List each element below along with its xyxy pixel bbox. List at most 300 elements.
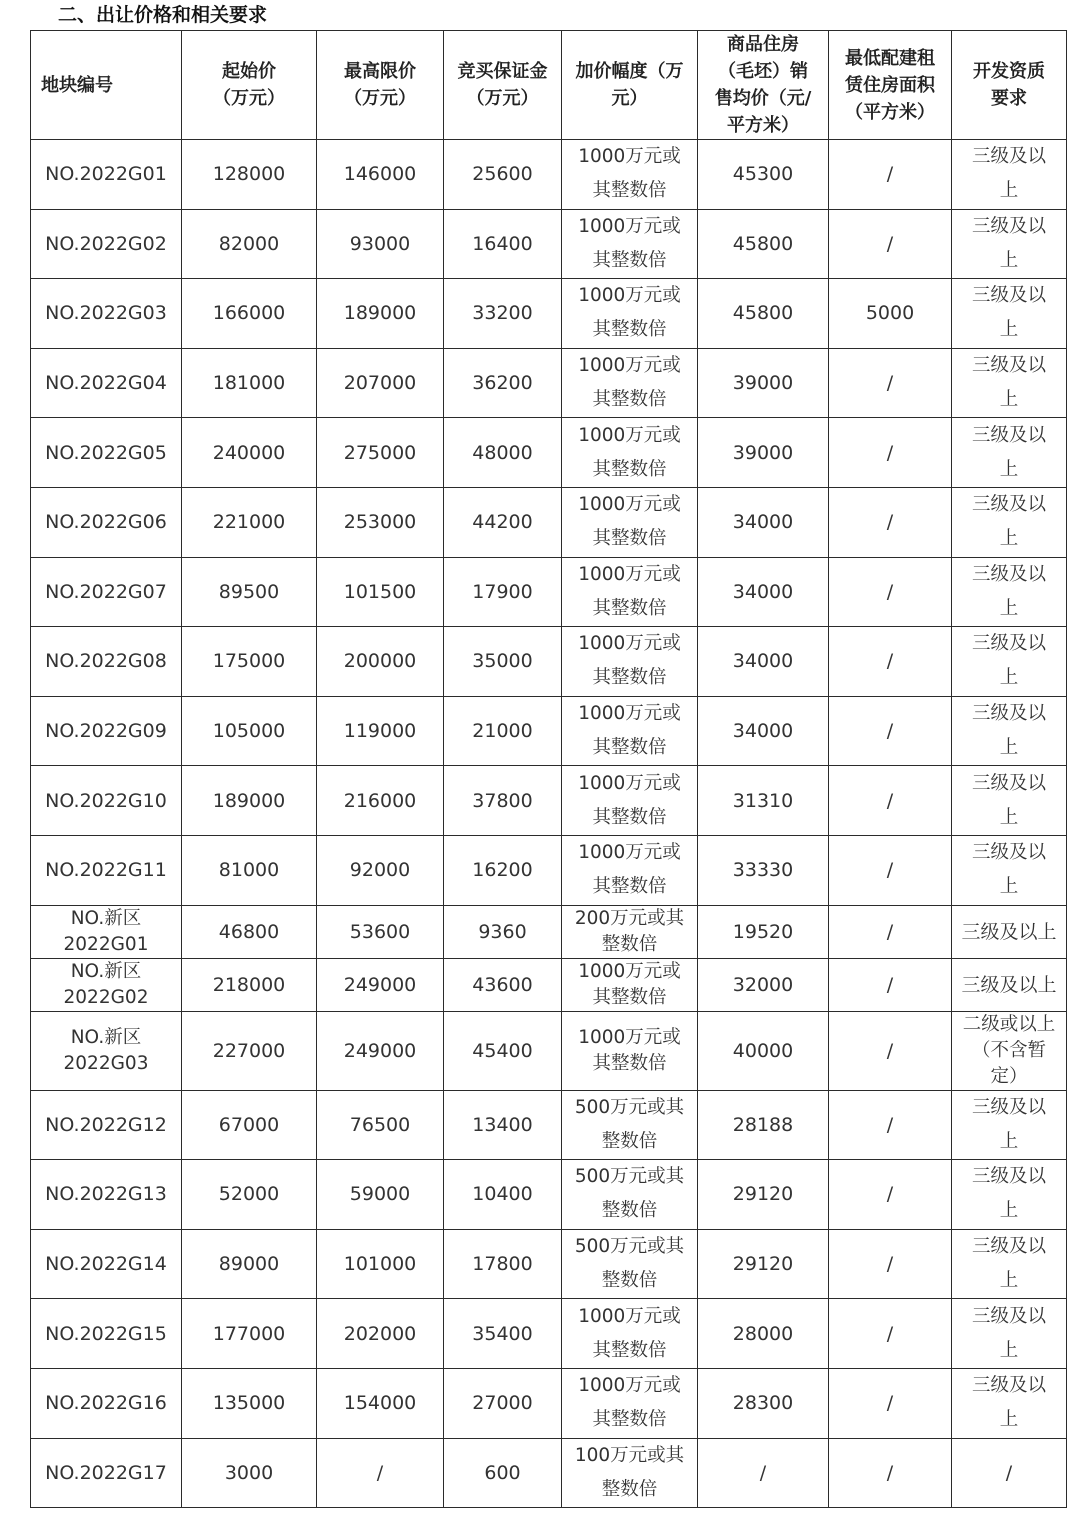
- cell-rental-area-text: /: [886, 1461, 894, 1484]
- cell-start-price-text: 227000: [212, 1039, 286, 1062]
- cell-deposit: [444, 1160, 562, 1230]
- cell-parcel-id-text: NO.2022G05: [45, 441, 167, 464]
- cell-start-price-text: 67000: [218, 1113, 280, 1136]
- cell-increment-text: 100万元或其 整数倍: [574, 1444, 685, 1500]
- table-row: [31, 1299, 1067, 1369]
- cell-max-price: [317, 766, 444, 836]
- cell-deposit-text: 35000: [472, 650, 533, 673]
- cell-qualification-text: 三级及以 上: [971, 1375, 1046, 1431]
- cell-max-price-text: 202000: [343, 1322, 417, 1345]
- cell-deposit: [444, 557, 562, 627]
- cell-increment: [562, 627, 698, 697]
- cell-parcel-id: [31, 1160, 182, 1230]
- cell-rental-area-text: /: [886, 789, 894, 812]
- cell-parcel-id-text: NO.新区 2022G03: [63, 1026, 149, 1074]
- cell-avg-price: [698, 279, 829, 349]
- cell-parcel-id-text: NO.新区 2022G02: [63, 960, 149, 1008]
- cell-increment-text: 1000万元或 其整数倍: [578, 703, 681, 759]
- cell-start-price: [182, 348, 317, 418]
- cell-increment: [562, 1011, 698, 1090]
- cell-increment: [562, 1299, 698, 1369]
- cell-increment: [562, 905, 698, 958]
- cell-qualification-text: 三级及以上: [961, 973, 1057, 996]
- cell-qualification: [952, 487, 1067, 557]
- cell-deposit: [444, 958, 562, 1011]
- cell-start-price-text: 135000: [212, 1392, 286, 1415]
- cell-max-price-text: 216000: [343, 789, 417, 812]
- cell-parcel-id: [31, 557, 182, 627]
- cell-avg-price: [698, 1229, 829, 1299]
- cell-max-price-text: 189000: [343, 302, 417, 325]
- cell-avg-price-text: 34000: [732, 580, 794, 603]
- cell-avg-price-text: 45800: [732, 232, 794, 255]
- cell-max-price-text: 76500: [349, 1113, 411, 1136]
- table-row: [31, 905, 1067, 958]
- cell-parcel-id-text: NO.2022G07: [45, 580, 167, 603]
- cell-increment-text: 1000万元或 其整数倍: [578, 1026, 681, 1074]
- cell-parcel-id-text: NO.2022G10: [45, 789, 167, 812]
- cell-parcel-id-text: NO.2022G12: [45, 1113, 167, 1136]
- cell-start-price-text: 89500: [218, 580, 280, 603]
- cell-rental-area-text: /: [886, 372, 894, 395]
- cell-increment-text: 1000万元或 其整数倍: [578, 772, 681, 828]
- cell-parcel-id: [31, 905, 182, 958]
- cell-deposit-text: 48000: [472, 441, 533, 464]
- cell-qualification: [952, 1090, 1067, 1160]
- cell-qualification: [952, 557, 1067, 627]
- cell-increment: [562, 418, 698, 488]
- cell-rental-area-text: /: [886, 920, 894, 943]
- cell-rental-area: [829, 905, 952, 958]
- cell-rental-area: [829, 835, 952, 905]
- cell-parcel-id-text: NO.2022G03: [45, 302, 167, 325]
- cell-deposit: [444, 1229, 562, 1299]
- cell-increment: [562, 557, 698, 627]
- cell-deposit: [444, 1090, 562, 1160]
- table-row: [31, 627, 1067, 697]
- cell-increment-text: 500万元或其 整数倍: [574, 1236, 685, 1292]
- cell-start-price: [182, 766, 317, 836]
- table-row: [31, 835, 1067, 905]
- cell-deposit: [444, 1438, 562, 1508]
- cell-qualification-text: 三级及以 上: [971, 355, 1046, 411]
- cell-avg-price: [698, 958, 829, 1011]
- table-row: [31, 140, 1067, 210]
- cell-qualification: [952, 766, 1067, 836]
- cell-avg-price-text: /: [759, 1461, 767, 1484]
- cell-avg-price-text: 39000: [732, 441, 794, 464]
- cell-avg-price: [698, 418, 829, 488]
- cell-rental-area-text: /: [886, 1392, 894, 1415]
- cell-start-price-text: 89000: [218, 1253, 280, 1276]
- cell-start-price: [182, 1090, 317, 1160]
- cell-max-price: [317, 627, 444, 697]
- cell-avg-price-text: 28188: [732, 1113, 794, 1136]
- cell-avg-price-text: 45800: [732, 302, 794, 325]
- cell-start-price-text: 240000: [212, 441, 286, 464]
- cell-parcel-id: [31, 958, 182, 1011]
- cell-start-price-text: 81000: [218, 859, 280, 882]
- cell-increment-text: 1000万元或 其整数倍: [578, 633, 681, 689]
- cell-deposit: [444, 140, 562, 210]
- cell-max-price: [317, 487, 444, 557]
- cell-qualification: [952, 1368, 1067, 1438]
- cell-max-price: [317, 279, 444, 349]
- cell-qualification: [952, 418, 1067, 488]
- cell-max-price-text: 93000: [349, 232, 411, 255]
- cell-start-price: [182, 696, 317, 766]
- cell-increment-text: 200万元或其 整数倍: [574, 907, 685, 955]
- cell-parcel-id: [31, 348, 182, 418]
- table-body: [31, 140, 1067, 1508]
- cell-max-price: [317, 557, 444, 627]
- cell-start-price-text: 3000: [224, 1461, 274, 1484]
- cell-increment: [562, 766, 698, 836]
- table-row: [31, 487, 1067, 557]
- cell-qualification-text: 三级及以 上: [971, 424, 1046, 480]
- cell-increment-text: 500万元或其 整数倍: [574, 1096, 685, 1152]
- cell-parcel-id-text: NO.2022G02: [45, 232, 167, 255]
- cell-rental-area-text: /: [886, 650, 894, 673]
- cell-parcel-id: [31, 1368, 182, 1438]
- cell-start-price: [182, 209, 317, 279]
- cell-qualification-text: 三级及以 上: [971, 494, 1046, 550]
- cell-parcel-id: [31, 209, 182, 279]
- cell-rental-area: [829, 1229, 952, 1299]
- cell-qualification-text: 三级及以 上: [971, 563, 1046, 619]
- cell-avg-price: [698, 766, 829, 836]
- cell-max-price: [317, 209, 444, 279]
- cell-rental-area: [829, 958, 952, 1011]
- cell-rental-area-text: /: [886, 1113, 894, 1136]
- cell-parcel-id: [31, 487, 182, 557]
- cell-max-price-text: 59000: [349, 1183, 411, 1206]
- land-price-table: [30, 30, 1067, 1508]
- cell-deposit: [444, 209, 562, 279]
- cell-parcel-id: [31, 279, 182, 349]
- cell-start-price-text: 189000: [212, 789, 286, 812]
- table-row: [31, 1011, 1067, 1090]
- cell-deposit-text: 600: [484, 1461, 521, 1484]
- cell-avg-price-text: 19520: [732, 920, 794, 943]
- cell-avg-price: [698, 1160, 829, 1230]
- cell-max-price-text: 119000: [343, 720, 417, 743]
- cell-qualification-text: 三级及以 上: [971, 633, 1046, 689]
- cell-increment-text: 1000万元或 其整数倍: [578, 960, 681, 1008]
- cell-max-price-text: 249000: [343, 973, 417, 996]
- cell-deposit-text: 35400: [472, 1322, 533, 1345]
- cell-qualification: [952, 140, 1067, 210]
- table-header-row: [31, 31, 1067, 140]
- cell-qualification: [952, 279, 1067, 349]
- cell-avg-price-text: 28000: [732, 1322, 794, 1345]
- cell-max-price: [317, 905, 444, 958]
- cell-rental-area-text: /: [886, 163, 894, 186]
- cell-start-price-text: 82000: [218, 232, 280, 255]
- cell-parcel-id-text: NO.2022G17: [45, 1461, 167, 1484]
- header-cell-start-price: 起始价 （万元）: [182, 31, 317, 140]
- cell-max-price-text: /: [376, 1461, 384, 1484]
- cell-increment-text: 1000万元或 其整数倍: [578, 215, 681, 271]
- header-cell-avg-price: 商品住房 （毛坯）销 售均价（元/ 平方米）: [698, 31, 829, 140]
- cell-increment-text: 1000万元或 其整数倍: [578, 424, 681, 480]
- cell-increment: [562, 696, 698, 766]
- cell-parcel-id: [31, 696, 182, 766]
- cell-avg-price-text: 32000: [732, 973, 794, 996]
- cell-rental-area-text: 5000: [865, 302, 915, 325]
- cell-increment-text: 1000万元或 其整数倍: [578, 1305, 681, 1361]
- cell-avg-price-text: 31310: [732, 789, 794, 812]
- cell-qualification-text: 三级及以 上: [971, 703, 1046, 759]
- table-row: [31, 209, 1067, 279]
- cell-increment-text: 1000万元或 其整数倍: [578, 146, 681, 202]
- cell-deposit-text: 45400: [472, 1039, 533, 1062]
- cell-qualification: [952, 1011, 1067, 1090]
- cell-qualification: [952, 958, 1067, 1011]
- cell-max-price-text: 249000: [343, 1039, 417, 1062]
- cell-max-price: [317, 1299, 444, 1369]
- cell-qualification: [952, 1160, 1067, 1230]
- table-row: [31, 1229, 1067, 1299]
- cell-max-price-text: 92000: [349, 859, 411, 882]
- cell-avg-price-text: 28300: [732, 1392, 794, 1415]
- cell-start-price-text: 175000: [212, 650, 286, 673]
- cell-rental-area: [829, 348, 952, 418]
- cell-qualification-text: 二级或以上 （不含暂 定）: [962, 1013, 1056, 1087]
- cell-avg-price: [698, 1438, 829, 1508]
- cell-increment-text: 1000万元或 其整数倍: [578, 842, 681, 898]
- cell-deposit-text: 16400: [472, 232, 533, 255]
- cell-start-price: [182, 958, 317, 1011]
- cell-rental-area-text: /: [886, 973, 894, 996]
- cell-deposit: [444, 279, 562, 349]
- cell-increment-text: 1000万元或 其整数倍: [578, 563, 681, 619]
- cell-parcel-id: [31, 1090, 182, 1160]
- cell-avg-price: [698, 1368, 829, 1438]
- cell-avg-price: [698, 1011, 829, 1090]
- cell-deposit: [444, 627, 562, 697]
- cell-qualification: [952, 1299, 1067, 1369]
- cell-max-price-text: 207000: [343, 372, 417, 395]
- cell-start-price: [182, 140, 317, 210]
- cell-avg-price: [698, 696, 829, 766]
- cell-increment-text: 1000万元或 其整数倍: [578, 494, 681, 550]
- cell-max-price: [317, 1229, 444, 1299]
- cell-rental-area: [829, 766, 952, 836]
- cell-deposit: [444, 418, 562, 488]
- cell-deposit: [444, 487, 562, 557]
- cell-increment: [562, 348, 698, 418]
- cell-increment-text: 500万元或其 整数倍: [574, 1166, 685, 1222]
- table-row: [31, 1368, 1067, 1438]
- cell-start-price-text: 221000: [212, 511, 286, 534]
- cell-parcel-id: [31, 627, 182, 697]
- cell-avg-price: [698, 905, 829, 958]
- cell-max-price: [317, 1011, 444, 1090]
- cell-start-price: [182, 1229, 317, 1299]
- cell-rental-area-text: /: [886, 232, 894, 255]
- cell-start-price-text: 128000: [212, 163, 286, 186]
- cell-rental-area: [829, 1160, 952, 1230]
- cell-parcel-id-text: NO.2022G06: [45, 511, 167, 534]
- cell-parcel-id-text: NO.2022G13: [45, 1183, 167, 1206]
- cell-parcel-id: [31, 140, 182, 210]
- cell-increment: [562, 1229, 698, 1299]
- cell-rental-area: [829, 627, 952, 697]
- cell-deposit-text: 17900: [472, 580, 533, 603]
- cell-deposit: [444, 835, 562, 905]
- cell-start-price: [182, 835, 317, 905]
- cell-qualification: [952, 696, 1067, 766]
- cell-rental-area-text: /: [886, 1322, 894, 1345]
- cell-avg-price: [698, 835, 829, 905]
- cell-increment: [562, 1160, 698, 1230]
- cell-deposit-text: 9360: [478, 920, 527, 943]
- cell-qualification: [952, 835, 1067, 905]
- cell-avg-price: [698, 557, 829, 627]
- cell-rental-area-text: /: [886, 1183, 894, 1206]
- table-row: [31, 1160, 1067, 1230]
- cell-qualification: [952, 627, 1067, 697]
- cell-rental-area: [829, 418, 952, 488]
- cell-max-price: [317, 835, 444, 905]
- cell-parcel-id: [31, 766, 182, 836]
- cell-max-price: [317, 1090, 444, 1160]
- cell-deposit: [444, 1299, 562, 1369]
- cell-start-price: [182, 1368, 317, 1438]
- cell-parcel-id-text: NO.2022G14: [45, 1253, 167, 1276]
- cell-parcel-id: [31, 835, 182, 905]
- table-row: [31, 958, 1067, 1011]
- cell-parcel-id-text: NO.2022G16: [45, 1392, 167, 1415]
- cell-increment: [562, 958, 698, 1011]
- cell-increment: [562, 835, 698, 905]
- cell-increment: [562, 487, 698, 557]
- cell-start-price: [182, 279, 317, 349]
- cell-avg-price: [698, 627, 829, 697]
- cell-parcel-id-text: NO.2022G11: [45, 859, 167, 882]
- cell-parcel-id: [31, 1229, 182, 1299]
- cell-qualification-text: 三级及以 上: [971, 1096, 1046, 1152]
- cell-start-price: [182, 1299, 317, 1369]
- cell-avg-price: [698, 1090, 829, 1160]
- cell-increment: [562, 1090, 698, 1160]
- cell-avg-price-text: 45300: [732, 163, 794, 186]
- header-cell-deposit: 竞买保证金 （万元）: [444, 31, 562, 140]
- cell-rental-area: [829, 279, 952, 349]
- cell-qualification-text: 三级及以 上: [971, 215, 1046, 271]
- header-cell-qualification: 开发资质 要求: [952, 31, 1067, 140]
- cell-qualification-text: 三级及以上: [961, 920, 1057, 943]
- cell-max-price: [317, 140, 444, 210]
- cell-avg-price-text: 29120: [732, 1253, 794, 1276]
- cell-start-price: [182, 627, 317, 697]
- cell-rental-area-text: /: [886, 441, 894, 464]
- cell-max-price: [317, 418, 444, 488]
- table-row: [31, 348, 1067, 418]
- cell-parcel-id-text: NO.2022G08: [45, 650, 167, 673]
- cell-increment: [562, 1438, 698, 1508]
- cell-rental-area-text: /: [886, 580, 894, 603]
- header-cell-increment: 加价幅度（万 元）: [562, 31, 698, 140]
- cell-rental-area-text: /: [886, 859, 894, 882]
- cell-avg-price-text: 34000: [732, 650, 794, 673]
- cell-parcel-id-text: NO.2022G04: [45, 372, 167, 395]
- cell-start-price: [182, 557, 317, 627]
- cell-max-price-text: 146000: [343, 163, 417, 186]
- cell-start-price: [182, 1438, 317, 1508]
- cell-increment: [562, 1368, 698, 1438]
- cell-parcel-id: [31, 1011, 182, 1090]
- cell-parcel-id-text: NO.2022G01: [45, 163, 167, 186]
- cell-start-price-text: 177000: [212, 1322, 286, 1345]
- cell-max-price: [317, 1160, 444, 1230]
- cell-deposit-text: 27000: [472, 1392, 533, 1415]
- cell-qualification: [952, 905, 1067, 958]
- table-row: [31, 418, 1067, 488]
- cell-start-price: [182, 1160, 317, 1230]
- cell-qualification-text: 三级及以 上: [971, 1236, 1046, 1292]
- cell-increment: [562, 140, 698, 210]
- cell-max-price-text: 275000: [343, 441, 417, 464]
- cell-deposit-text: 10400: [472, 1183, 533, 1206]
- cell-avg-price: [698, 209, 829, 279]
- cell-increment: [562, 279, 698, 349]
- cell-deposit-text: 17800: [472, 1253, 533, 1276]
- cell-parcel-id: [31, 1438, 182, 1508]
- cell-max-price: [317, 1438, 444, 1508]
- cell-rental-area-text: /: [886, 511, 894, 534]
- cell-deposit-text: 44200: [472, 511, 533, 534]
- cell-qualification-text: 三级及以 上: [971, 772, 1046, 828]
- cell-parcel-id: [31, 418, 182, 488]
- cell-deposit-text: 43600: [472, 973, 533, 996]
- cell-deposit: [444, 1368, 562, 1438]
- cell-start-price-text: 181000: [212, 372, 286, 395]
- cell-deposit: [444, 696, 562, 766]
- cell-increment-text: 1000万元或 其整数倍: [578, 1375, 681, 1431]
- cell-deposit: [444, 905, 562, 958]
- cell-parcel-id-text: NO.新区 2022G01: [63, 907, 149, 955]
- cell-deposit: [444, 1011, 562, 1090]
- table-row: [31, 766, 1067, 836]
- cell-rental-area: [829, 1438, 952, 1508]
- cell-increment-text: 1000万元或 其整数倍: [578, 285, 681, 341]
- cell-start-price-text: 218000: [212, 973, 286, 996]
- cell-parcel-id: [31, 1299, 182, 1369]
- cell-start-price-text: 166000: [212, 302, 286, 325]
- cell-rental-area: [829, 209, 952, 279]
- cell-max-price-text: 154000: [343, 1392, 417, 1415]
- cell-start-price-text: 46800: [218, 920, 280, 943]
- cell-max-price-text: 200000: [343, 650, 417, 673]
- header-cell-rental-area: 最低配建租 赁住房面积 （平方米）: [829, 31, 952, 140]
- cell-qualification: [952, 348, 1067, 418]
- cell-rental-area: [829, 1011, 952, 1090]
- cell-start-price: [182, 418, 317, 488]
- cell-avg-price-text: 34000: [732, 511, 794, 534]
- cell-avg-price-text: 33330: [732, 859, 794, 882]
- cell-rental-area-text: /: [886, 1039, 894, 1062]
- cell-deposit-text: 13400: [472, 1113, 533, 1136]
- cell-parcel-id-text: NO.2022G09: [45, 720, 167, 743]
- cell-deposit-text: 37800: [472, 789, 533, 812]
- table-row: [31, 696, 1067, 766]
- cell-qualification-text: 三级及以 上: [971, 285, 1046, 341]
- cell-max-price-text: 53600: [349, 920, 411, 943]
- cell-start-price: [182, 487, 317, 557]
- cell-deposit-text: 16200: [472, 859, 533, 882]
